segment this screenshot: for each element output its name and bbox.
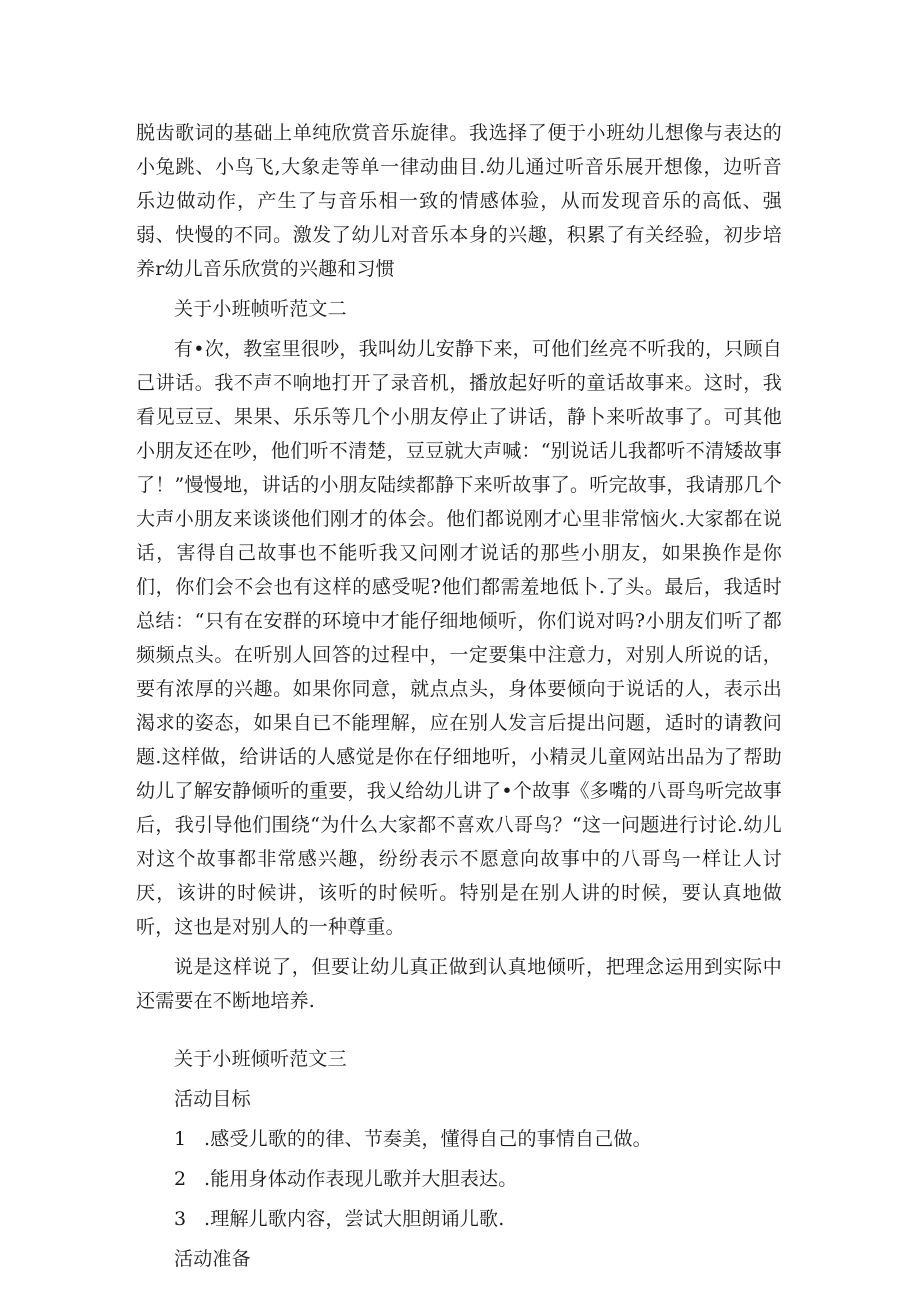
section-heading-2: 关于小班帧听范文二 — [174, 298, 347, 320]
document-body — [136, 116, 782, 1276]
goal-number: 3 — [174, 1208, 187, 1230]
spacer — [136, 1018, 782, 1030]
paragraph-music-appreciation: 脱齿歌词的基础上单纯欣赏音乐旋律。我选择了便于小班幼儿想像与表达的小兔跳、小鸟飞,大象走等单一律动曲目.幼儿通过听音乐展开想像，边听音乐边做动作，产生了与音乐相一致的情感体验，从而发现音乐的高低、强弱、快慢的不同。激发了幼儿对音乐本身的兴趣，积累了有关经验，初步培养r幼儿音乐欣赏的兴趣和习惯 — [136, 122, 782, 280]
goal-text: .理解儿歌内容，尝试大胆朗诵儿歌. — [204, 1208, 505, 1230]
goal-number: 2 — [174, 1168, 187, 1190]
paragraph-conclusion: 说是这样说了，但要让幼儿真正做到认真地倾听，把理念运用到实际中还需要在不断地培养. — [136, 956, 782, 1012]
goal-text: .感受儿歌的的律、节奏美，懂得自己的事情自己做。 — [204, 1128, 652, 1150]
section-heading-3: 关于小班倾听范文三 — [174, 1048, 347, 1070]
paragraph-classroom-story: 有•次，教室里很吵，我叫幼儿安静下来，可他们丝亮不听我的，只顾自己讲话。我不声不响地打开了录音机，播放起好听的童话故事来。这时，我看见豆豆、果果、乐乐等几个小朋友停止了讲话，静卜来听故事了。可其他小朋友还在吵，他们听不清楚，豆豆就大声喊：“别说话儿我都听不清矮故事了！”慢慢地，讲话的小朋友陆续都静下来听故事了。听完故事，我请那几个大声小朋友来谈谈他们刚才的体会。他们都说刚才心里非常恼火.大家都在说话，害得自己故事也不能听我又问刚才说话的那些小朋友，如果换作是你们，你们会不会也有这样的感受呢?他们都需羞地低卜.了头。最后，我适时总结：“只有在安群的环境中才能仔细地倾听，你们说对吗?小朋友们听了都频频点头。在听别人回答的过程中，一定要集中注意力，对别人所说的话，要有浓厚的兴趣。如果你同意，就点点头，身体要倾向于说话的人，表示出渴求的姿态，如果自已不能理解，应在别人发言后提出问题，适时的请教问题.这样做，给讲话的人感觉是你在仔细地听，小精灵儿童网站出品为了帮助幼儿了解安静倾听的重要，我乂给幼儿讲了•个故事《多嘴的八哥鸟听完故事后，我引导他们围绕“为什么大家都不喜欢八哥鸟？“这一问题进行讨论.幼儿对这个故事都非常感兴趣，纷纷表示不愿意向故事中的八哥鸟一样让人讨厌，该讲的时候讲，该听的时候听。特别是在别人讲的时候，要认真地做听，这也是对别人的一种尊重。 — [136, 338, 782, 938]
goal-item-1 — [136, 1122, 782, 1156]
subheading-activity-goals: 活动目标 — [174, 1088, 251, 1110]
goal-item-3 — [136, 1202, 782, 1236]
spacer — [136, 1030, 782, 1042]
goal-text: .能用身体动作表现儿歌并大胆表达。 — [204, 1168, 518, 1190]
goal-number: 1 — [174, 1128, 187, 1150]
subheading-activity-preparation: 活动准备 — [174, 1248, 251, 1270]
goal-item-2 — [136, 1162, 782, 1196]
